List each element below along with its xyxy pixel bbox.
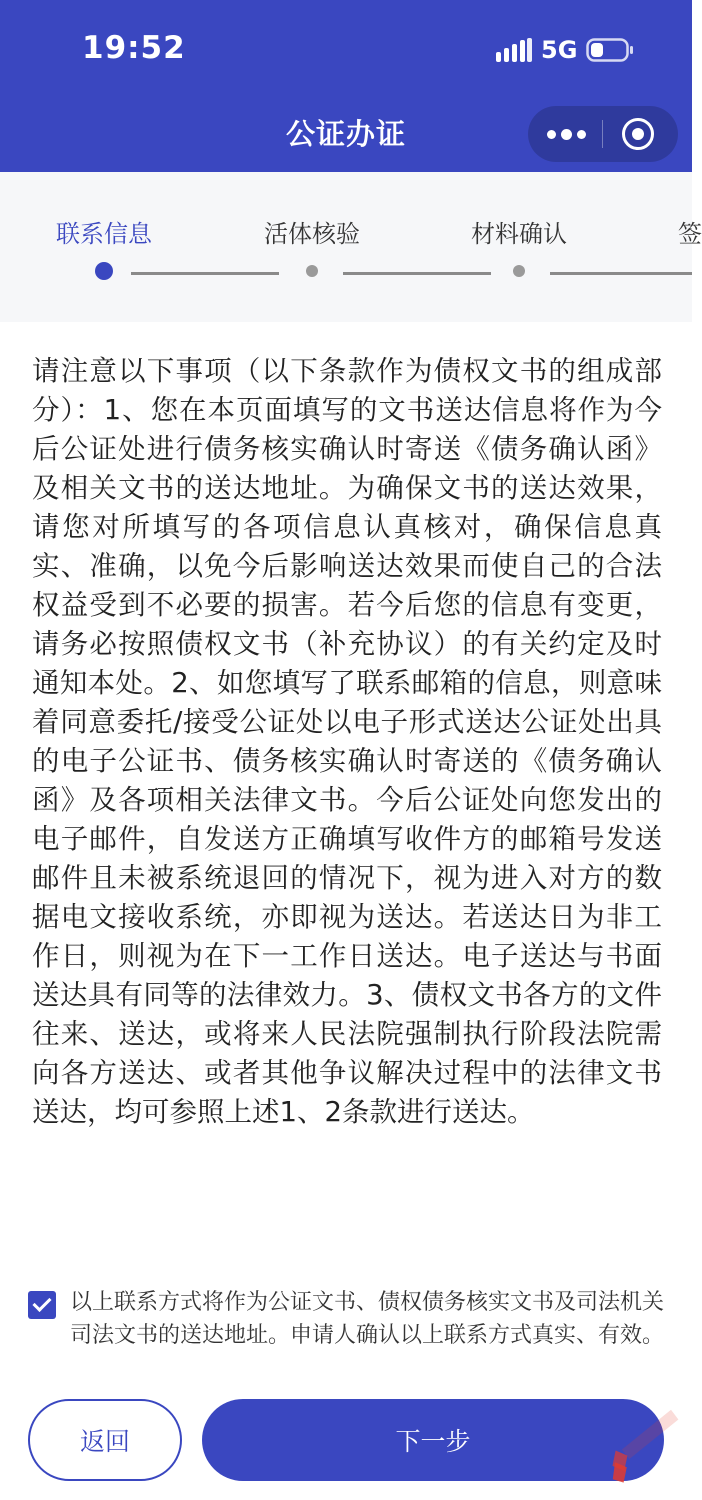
- agree-text: 以上联系方式将作为公证文书、债权债务核实文书及司法机关司法文书的送达地址。申请人确认以上联系方式真实、有效。: [70, 1290, 665, 1348]
- network-type: 5G: [541, 36, 578, 64]
- step-dot-2: [306, 265, 318, 277]
- step-dot-3: [513, 265, 525, 277]
- step-line-3: [550, 272, 692, 275]
- notice-text: 请注意以下事项（以下条款作为债权文书的组成部分）：1、您在本页面填写的文书送达信息将作为今后公证处进行债务核实确认时寄送《债务确认函》及相关文书的送达地址。为确保文书的送达效果，请您对所填写的各项信息认真核对，确保信息真实、准确，以免今后影响送达效果而使自己的合法权益受到不必要的损害。若今后您的信息有变更，请务必按照债权文书（补充协议）的有关约定及时通知本处。2、如您填写了联系邮箱的信息，则意味着同意委托/接受公证处以电子形式送达公证处出具的电子公证书、债务核实确认时寄送的《债务确认函》及各项相关法律文书。今后公证处向您发出的电子邮件，自发送方正确填写收件方的邮箱号发送邮件且未被系统退回的情况下，视为进入对方的数据电文接收系统，亦即视为送达。若送达日为非工作日，则视为在下一工作日送达。电子送达与书面送达具有同等的法律效力。3、债权文书各方的文件往来、送达，或将来人民法院强制执行阶段法院需向各方送达、或者其他争议解决过程中的法律文书送达，均可参照上述1、2条款进行送达。: [32, 355, 662, 1128]
- step-sign: 签: [678, 220, 702, 248]
- footer: [0, 1242, 692, 1500]
- step-contact-info: 联系信息: [56, 220, 152, 248]
- step-liveness-check: 活体核验: [264, 220, 360, 248]
- more-icon[interactable]: [536, 106, 596, 162]
- step-line-1: [131, 272, 279, 275]
- back-button[interactable]: 返回: [28, 1399, 182, 1481]
- page-title: 公证办证: [285, 117, 406, 151]
- app-header: [0, 0, 692, 172]
- step-dot-1: [95, 262, 113, 280]
- mini-program-capsule: [528, 106, 678, 162]
- capsule-divider: [602, 120, 603, 148]
- status-time: 19:52: [82, 30, 186, 66]
- step-material-confirm: 材料确认: [471, 220, 567, 248]
- step-line-2: [343, 272, 491, 275]
- signal-icon: [496, 38, 532, 64]
- target-icon[interactable]: [622, 118, 654, 150]
- next-button[interactable]: 下一步: [202, 1399, 664, 1481]
- status-bar: [0, 0, 692, 100]
- battery-icon: [586, 38, 634, 62]
- agree-checkbox[interactable]: [28, 1291, 56, 1319]
- step-progress: [0, 172, 702, 322]
